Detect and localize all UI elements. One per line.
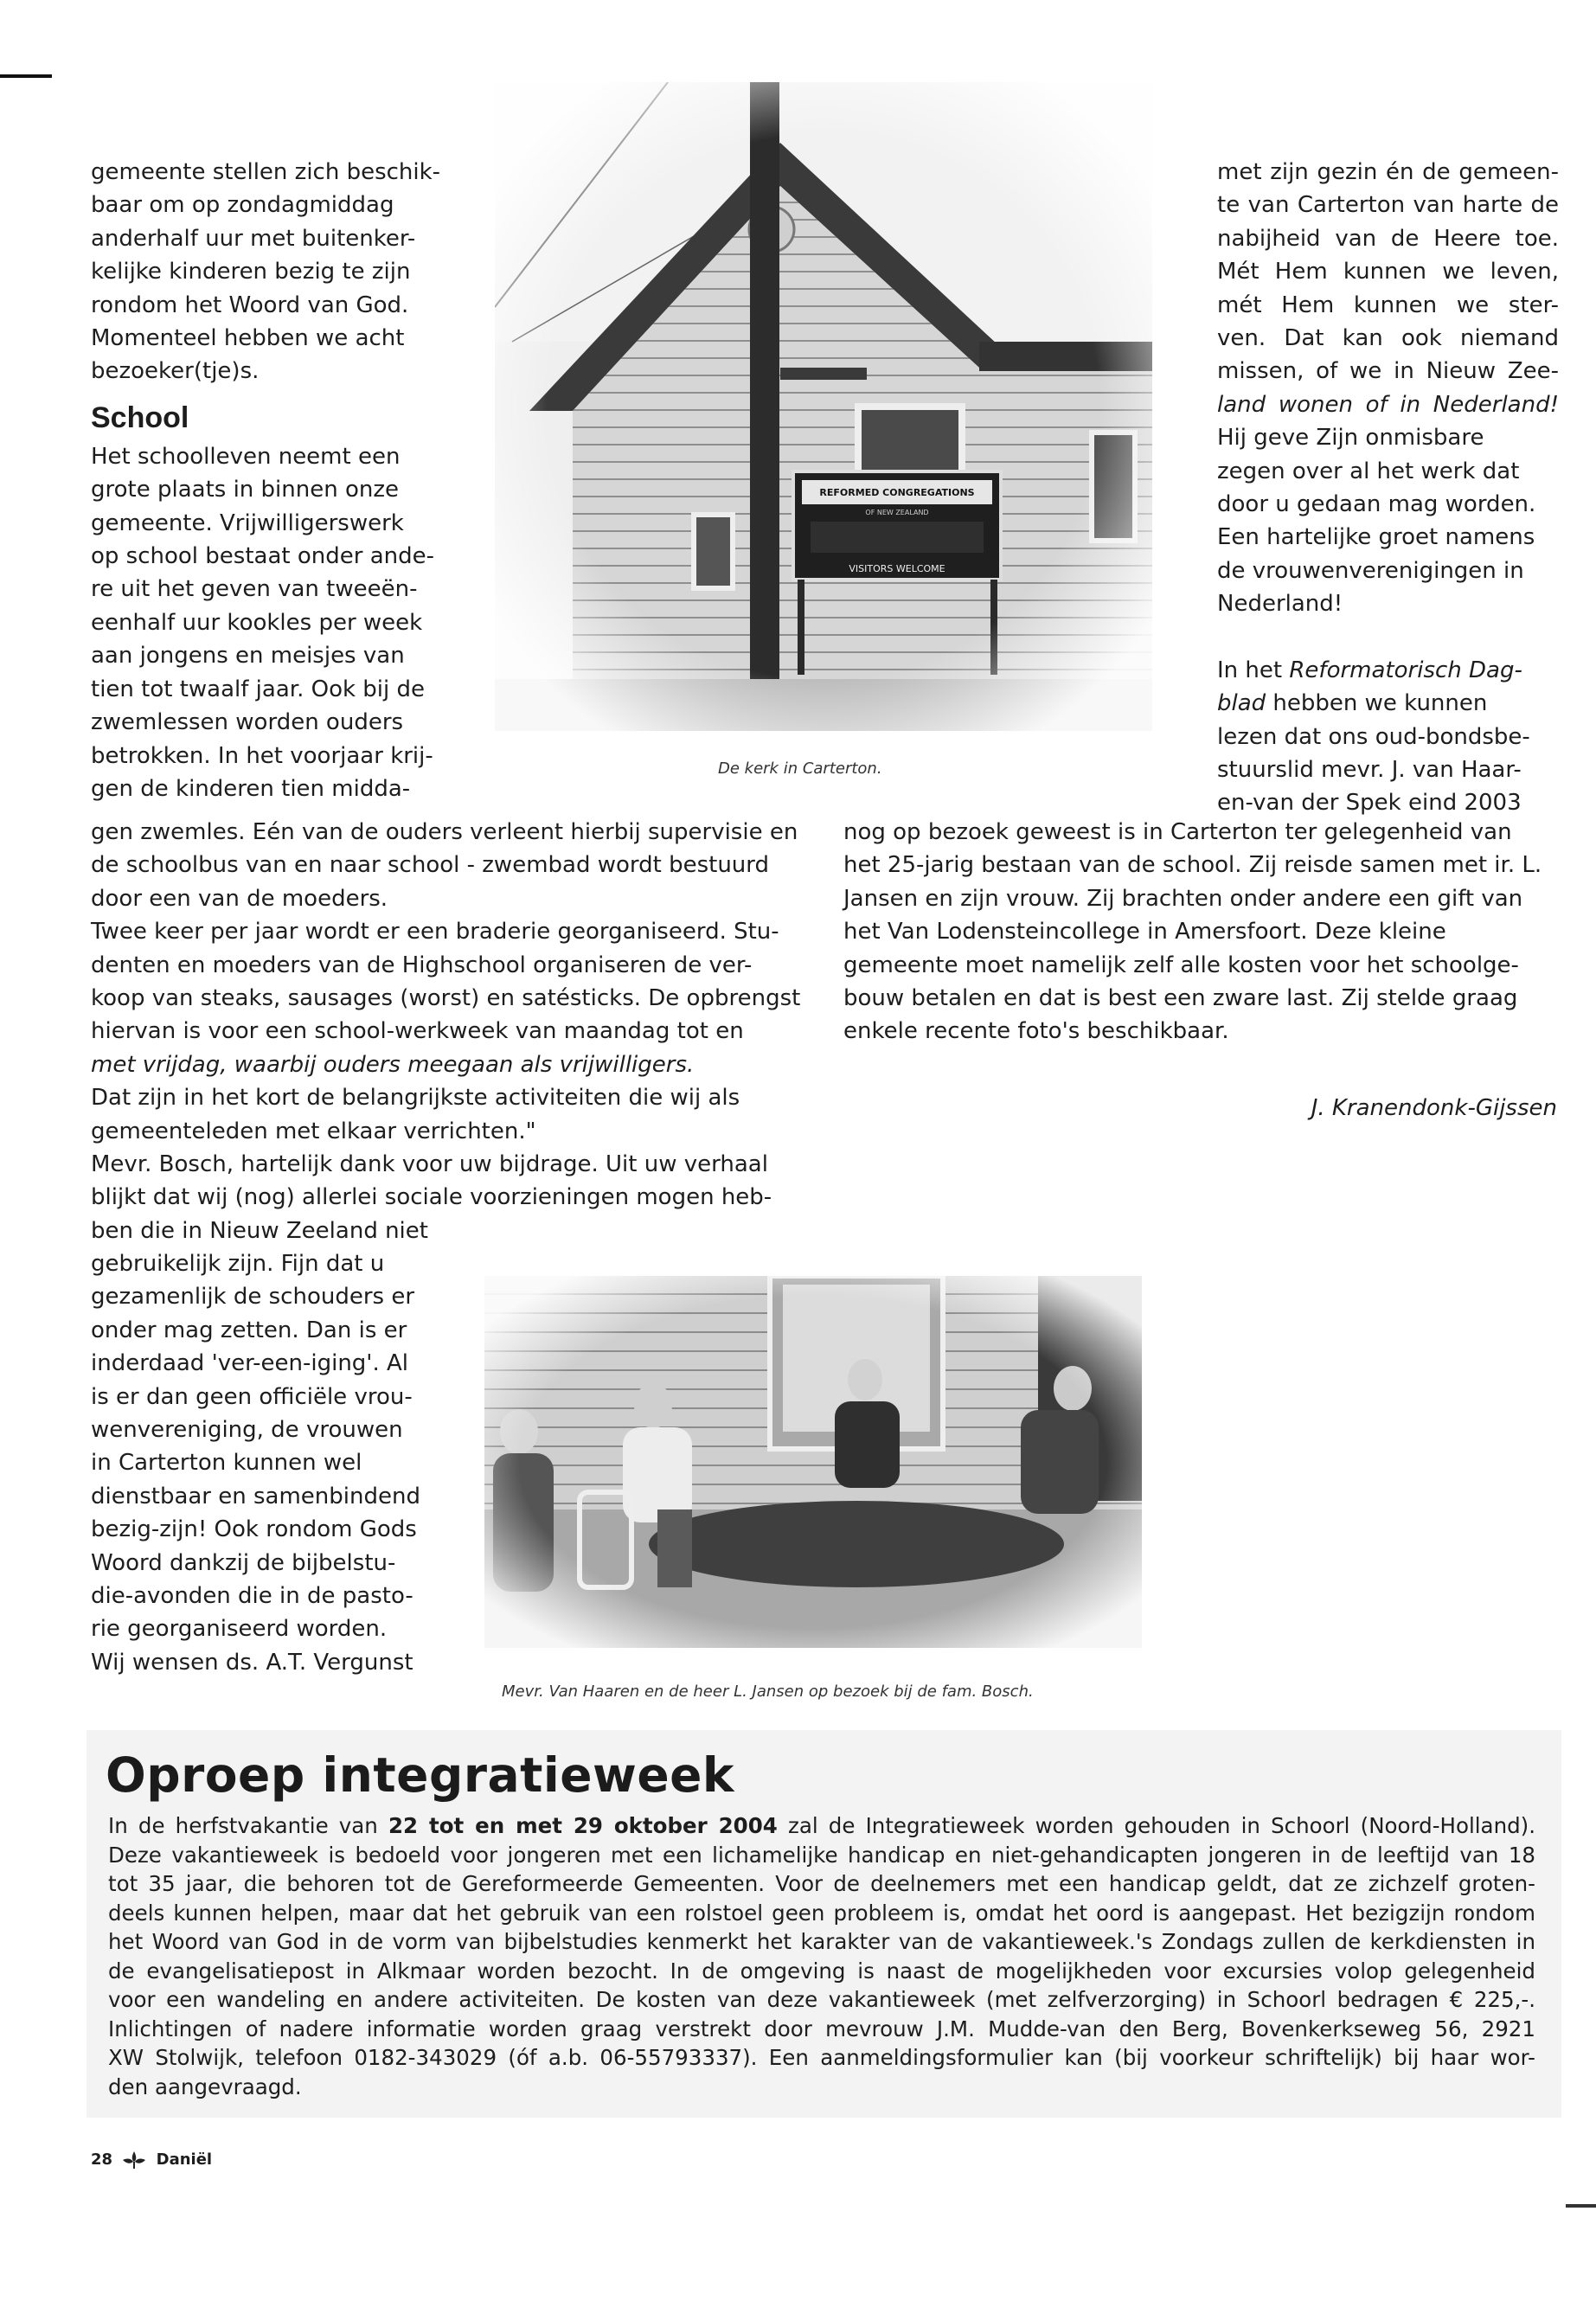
- section-heading-school: School: [91, 401, 189, 434]
- text-line: gemeente. Vrijwilligerswerk: [91, 510, 404, 536]
- visit-illustration: [484, 1276, 1142, 1648]
- text-line: grote plaats in binnen onze: [91, 477, 400, 503]
- text-line: de evangelisatiepost in Alkmaar worden bezocht. In de omgeving is naast de mogelijkheden voor excursies volop gelegenheid: [108, 1958, 1535, 1984]
- text-line: betrokken. In het voorjaar krij-: [91, 742, 433, 769]
- fleur-icon: [121, 2150, 147, 2170]
- text-line: lezen dat ons oud-bondsbe-: [1217, 723, 1530, 750]
- text-line: koop van steaks, sausages (worst) en satésticks. De opbrengst: [91, 985, 801, 1012]
- text-line: bezig-zijn! Ook rondom Gods: [91, 1516, 417, 1543]
- text-line: baar om op zondagmiddag: [91, 192, 394, 219]
- text-line: Dat zijn in het kort de belangrijkste activiteiten die wij als: [91, 1085, 740, 1112]
- right-column-top: [1217, 156, 1559, 820]
- announcement-body: [108, 1811, 1535, 2101]
- text-line: Woord dankzij de bijbelstu-: [91, 1549, 396, 1576]
- text-line: gemeente moet namelijk zelf alle kosten voor het schoolge-: [843, 952, 1519, 978]
- text-line: eenhalf uur kookles per week: [91, 609, 423, 636]
- text-line: gemeente stellen zich beschik-: [91, 159, 441, 185]
- text-line: het 25-jarig bestaan van de school. Zij reisde samen met ir. L.: [843, 852, 1542, 879]
- text-line: Een hartelijke groet namens: [1217, 524, 1535, 551]
- corner-rule: [0, 74, 52, 78]
- photo1-caption: De kerk in Carterton.: [718, 760, 882, 778]
- text-line: Twee keer per jaar wordt er een braderie georganiseerd. Stu-: [91, 919, 779, 945]
- text-line: deels kunnen helpen, maar dat het gebruik van een rolstoel geen probleem is, omdat het oord is aangepast. Het bezigzijn rondom: [108, 1900, 1535, 1926]
- church-photo: [495, 82, 1152, 731]
- text-line: ven. Dat kan ook niemand: [1217, 325, 1559, 352]
- text-line: gemeenteleden met elkaar verrichten.": [91, 1118, 536, 1144]
- page-number: 28: [91, 2150, 113, 2169]
- text-line: [1217, 687, 1559, 720]
- text-line: dienstbaar en samenbindend: [91, 1483, 420, 1509]
- text-line: anderhalf uur met buitenker-: [91, 225, 416, 252]
- text-line: in Carterton kunnen wel: [91, 1450, 362, 1477]
- announcement-box: [87, 1730, 1561, 2118]
- text-line: door een van de moeders.: [91, 885, 388, 912]
- text-line: enkele recente foto's beschikbaar.: [843, 1018, 1229, 1045]
- text-line: het Woord van God in de vorm van bijbelstudies kenmerkt het karakter van de vakantieweek.'s Zondags zullen de kerkdiensten in: [108, 1929, 1535, 1954]
- text-run: In het: [1217, 657, 1290, 683]
- lower-left-column: [91, 1247, 454, 1679]
- magazine-name: Daniël: [156, 2150, 213, 2169]
- text-line: die-avonden die in de pasto-: [91, 1583, 413, 1610]
- text-line: tien tot twaalf jaar. Ook bij de: [91, 676, 426, 702]
- text-line: blijkt dat wij (nog) allerlei sociale voorzieningen mogen heb-: [91, 1184, 772, 1211]
- date-range: 22 tot en met 29 oktober 2004: [388, 1813, 778, 1838]
- text-line: rie georganiseerd worden.: [91, 1616, 388, 1643]
- text-line: Hij geve Zijn onmisbare: [1217, 425, 1484, 452]
- text-line: is er dan geen officiële vrou-: [91, 1383, 413, 1410]
- text-line: gen zwemles. Eén van de ouders verleent hierbij supervisie en: [91, 819, 798, 845]
- text-line-italic: land wonen of in Nederland!: [1217, 391, 1559, 418]
- text-line: den aangevraagd.: [108, 2073, 302, 2099]
- text-line: denten en moeders van de Highschool organiseren de ver-: [91, 952, 753, 978]
- middle-right-column: [843, 816, 1561, 1125]
- text-run: In de herfstvakantie van: [108, 1813, 388, 1838]
- visit-photo: [484, 1276, 1142, 1648]
- text-line: onder mag zetten. Dan is er: [91, 1317, 407, 1343]
- left-column-top: [91, 156, 441, 805]
- announcement-title: Oproep integratieweek: [106, 1747, 735, 1803]
- text-line: bezoeker(tje)s.: [91, 358, 260, 385]
- text-line: Nederland!: [1217, 591, 1343, 618]
- text-line: tot 35 jaar, die behoren tot de Gereformeerde Gemeenten. Voor de deelnemers met een handicap geldt, dat ze zichzelf groten-: [108, 1871, 1535, 1896]
- text-line: missen, of we in Nieuw Zee-: [1217, 358, 1559, 385]
- text-run: hebben we kunnen: [1266, 690, 1488, 717]
- text-run-italic: blad: [1217, 690, 1266, 717]
- church-illustration: [495, 82, 1152, 731]
- text-line: bouw betalen en dat is best een zware last. Zij stelde graag: [843, 985, 1518, 1012]
- text-line: gebruikelijk zijn. Fijn dat u: [91, 1251, 385, 1277]
- text-line: hiervan is voor een school-werkweek van maandag tot en: [91, 1018, 744, 1045]
- text-line: door u gedaan mag worden.: [1217, 491, 1536, 518]
- text-line: te van Carterton van harte de: [1217, 192, 1559, 219]
- edge-mark: [1566, 2204, 1596, 2208]
- text-line: voor een wandeling en andere activiteiten. De kosten van deze vakantieweek (met zelfverzorging) in Schoorl bedragen € 225,-.: [108, 1987, 1535, 2012]
- text-line: ben die in Nieuw Zeeland niet: [91, 1217, 428, 1244]
- text-run: zal de Integratieweek worden gehouden in Schoorl (Noord-Holland).: [777, 1813, 1535, 1838]
- text-line: gezamenlijk de schouders er: [91, 1284, 415, 1311]
- text-run-italic: Reformatorisch Dag-: [1289, 657, 1522, 683]
- text-line: Momenteel hebben we acht: [91, 325, 405, 352]
- text-line: XW Stolwijk, telefoon 0182-343029 (óf a.b. 06-55793337). Een aanmeldingsformulier kan (bij voorkeur schriftelijk) bij haar wor-: [108, 2045, 1535, 2070]
- text-line: met zijn gezin én de gemeen-: [1217, 159, 1559, 185]
- text-line: de vrouwenverenigingen in: [1217, 557, 1524, 584]
- text-line: en-van der Spek eind 2003: [1217, 790, 1522, 817]
- text-line: Jansen en zijn vrouw. Zij brachten onder andere een gift van: [843, 885, 1523, 912]
- text-line: Mét Hem kunnen we leven,: [1217, 259, 1559, 285]
- author-signature: J. Kranendonk-Gijssen: [1311, 1094, 1557, 1121]
- text-line: mét Hem kunnen we ster-: [1217, 292, 1559, 318]
- text-line: re uit het geven van tweeën-: [91, 576, 418, 603]
- text-line: nabijheid van de Heere toe.: [1217, 225, 1559, 252]
- text-line: Wij wensen ds. A.T. Vergunst: [91, 1649, 413, 1676]
- text-line: [1217, 654, 1559, 687]
- text-line: inderdaad 'ver-een-iging'. Al: [91, 1350, 408, 1377]
- middle-left-column: [91, 816, 809, 1247]
- text-line: het Van Lodensteincollege in Amersfoort. Deze kleine: [843, 919, 1446, 945]
- text-line: rondom het Woord van God.: [91, 292, 409, 318]
- text-line: nog op bezoek geweest is in Carterton ter gelegenheid van: [843, 819, 1512, 845]
- text-line: zwemlessen worden ouders: [91, 709, 404, 736]
- text-line: aan jongens en meisjes van: [91, 643, 405, 670]
- text-line: de schoolbus van en naar school - zwembad wordt bestuurd: [91, 852, 770, 879]
- photo2-caption: Mevr. Van Haaren en de heer L. Jansen op bezoek bij de fam. Bosch.: [502, 1682, 1034, 1701]
- text-line: kelijke kinderen bezig te zijn: [91, 259, 411, 285]
- text-line: wenvereniging, de vrouwen: [91, 1417, 403, 1444]
- text-line: stuurslid mevr. J. van Haar-: [1217, 756, 1522, 783]
- text-line-italic: met vrijdag, waarbij ouders meegaan als vrijwilligers.: [91, 1051, 695, 1078]
- text-line: op school bestaat onder ande-: [91, 543, 434, 570]
- text-line: Inlichtingen of nadere informatie worden graag verstrekt door mevrouw J.M. Mudde-van den Berg, Bovenkerkseweg 56, 2921: [108, 2016, 1535, 2041]
- text-line: Deze vakantieweek is bedoeld voor jongeren met een lichamelijke handicap en niet-gehandicapten jongeren in de leeftijd van 18: [108, 1842, 1535, 1868]
- page-footer: [91, 2150, 212, 2170]
- text-line: Mevr. Bosch, hartelijk dank voor uw bijdrage. Uit uw verhaal: [91, 1151, 768, 1178]
- text-line: gen de kinderen tien midda-: [91, 775, 411, 802]
- text-line: Het schoolleven neemt een: [91, 443, 401, 470]
- text-line: zegen over al het werk dat: [1217, 458, 1520, 484]
- text-line: [108, 1811, 1535, 1841]
